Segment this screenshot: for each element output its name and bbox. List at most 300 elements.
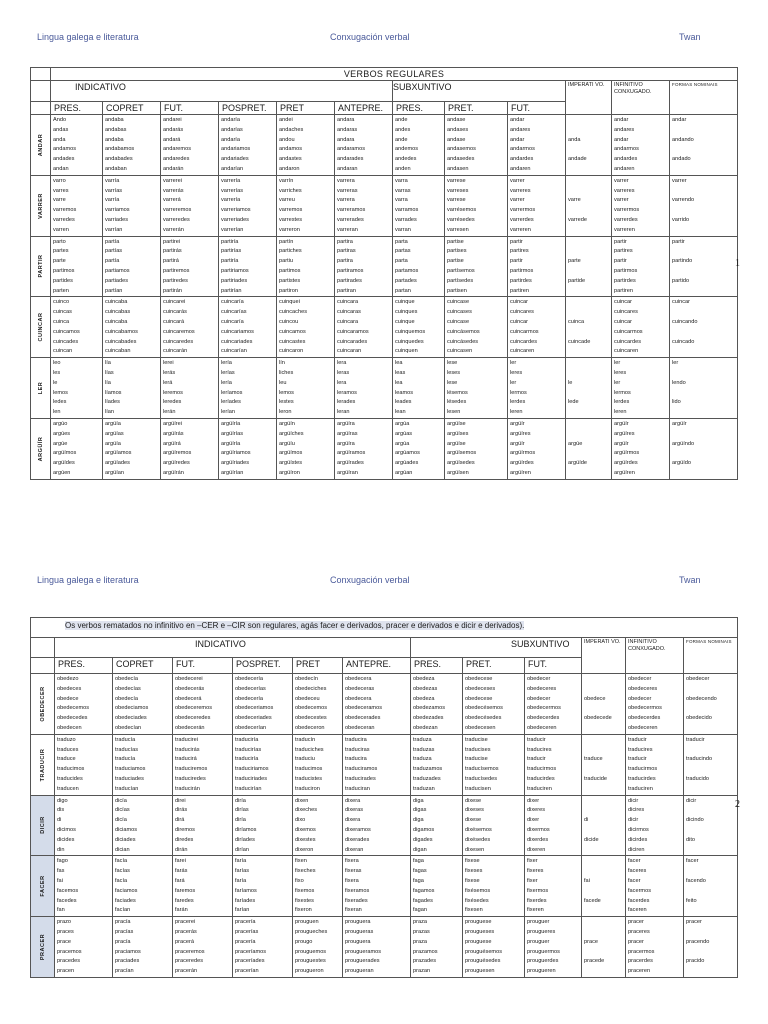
verb-form: prouguestes (295, 958, 326, 965)
verb-form: lería (221, 379, 232, 386)
verb-form: facedes (57, 897, 77, 904)
verb-form: argüírmos (510, 450, 536, 457)
verb-form: fixeron (295, 907, 312, 914)
verb-form: prougueron (295, 968, 324, 975)
verb-form (686, 765, 737, 775)
verb-form: argüírdes (614, 460, 638, 467)
verb-form: fai (57, 877, 63, 884)
verb-row (31, 115, 738, 176)
verb-form: varrer (614, 197, 629, 204)
verb-form: obedecesen (465, 724, 496, 731)
verb-form: varres (53, 187, 69, 194)
tense-heading: PRES. (55, 658, 113, 674)
verb-form: varrer (510, 197, 525, 204)
verb-form: faceren (628, 907, 647, 914)
forms-cell (233, 856, 293, 917)
verb-form: fixese (465, 877, 480, 884)
verb-form: obedecerías (235, 685, 266, 692)
verb-form: obedecer (527, 676, 551, 682)
forms-cell (393, 297, 445, 358)
tense-heading: FUT. (173, 658, 233, 674)
verb-form: argüír (614, 420, 629, 427)
verb-form: dicía (115, 797, 127, 804)
verb-form: pracen (57, 968, 75, 975)
verb-form: fixeses (465, 868, 483, 875)
verb-form: andaron (279, 165, 300, 172)
forms-cell (393, 358, 445, 419)
verb-form: traducirmos (628, 766, 658, 773)
verb-form: andaremos (163, 146, 191, 153)
tense-heading: POSPRET. (233, 658, 293, 674)
verb-form: andabamos (105, 146, 135, 153)
tense-heading: COPRET (113, 658, 173, 674)
verb-form: dixésemos (465, 826, 492, 833)
verb-form: varriamos (105, 207, 130, 214)
verb-form: partían (105, 287, 123, 294)
verb-form: faga (413, 877, 424, 884)
verb-form: varrerá (163, 197, 181, 204)
verb-form: andades (53, 156, 75, 163)
verb-form: pracerían (235, 968, 259, 975)
verb-form: cuincarmos (614, 328, 643, 335)
verb-form: leo (53, 360, 61, 367)
verb-form: argüíamos (105, 450, 132, 457)
verb-form: feito (686, 897, 697, 904)
verb-form (686, 724, 737, 734)
verb-form: fixermos (527, 887, 549, 894)
verb-form (568, 177, 611, 187)
verb-form: andardes (510, 156, 534, 163)
verb-form: lese (447, 379, 458, 386)
verb-form: andar (614, 117, 629, 123)
forms-cell (219, 175, 277, 236)
verb-form: varrerades (337, 216, 364, 223)
verb-form: partiron (279, 287, 298, 294)
verb-form: argüíra (337, 420, 355, 427)
header-author: Twan (679, 32, 701, 42)
verb-form: lerían (221, 409, 235, 416)
verb-form: Ando (53, 117, 67, 123)
verb-form: parten (53, 287, 69, 294)
verb-form: argüír (614, 440, 629, 447)
forms-cell (219, 236, 277, 297)
verb-form: fas (57, 868, 65, 875)
forms-cell (445, 297, 508, 358)
verb-form: pracerá (175, 938, 194, 945)
verb-form: diría (235, 797, 246, 804)
verb-form: traducirmos (527, 766, 557, 773)
verb-form (584, 928, 625, 938)
verb-form: prouguer (527, 919, 550, 926)
verb-form: andar (672, 117, 687, 123)
verb-form: pracedes (57, 958, 81, 965)
forms-cell (161, 236, 219, 297)
verb-form: digades (413, 836, 433, 843)
verb-form: andabades (105, 156, 133, 163)
tense-heading: FUT. (161, 102, 219, 115)
verb-form: cuincabamos (105, 328, 138, 335)
verb-form: traducindo (686, 756, 713, 763)
verb-form: partirades (337, 277, 362, 284)
forms-cell (161, 175, 219, 236)
verb-form: dixeches (295, 807, 318, 814)
verb-form: traduciría (235, 756, 259, 763)
verb-form: prouguera (345, 938, 371, 945)
verb-form: leredes (163, 399, 182, 406)
verb-form: traducimos (57, 766, 85, 773)
forms-cell (411, 674, 463, 735)
verb-label-cell (31, 175, 51, 236)
verb-form: andemos (395, 146, 419, 153)
verb-form: varreres (510, 187, 531, 194)
forms-cell (113, 795, 173, 856)
verb-form: varreran (337, 226, 358, 233)
verb-form: obedecerdes (527, 715, 560, 722)
verb-form: traduza (413, 736, 432, 743)
verb-form: cuincaba (105, 318, 128, 325)
verb-form: prouguerades (345, 958, 380, 965)
verb-form (672, 369, 737, 379)
verb-form: fixésemos (465, 887, 491, 894)
verb-form: lean (395, 409, 406, 416)
verb-form: dixeren (527, 846, 546, 853)
verb-form: cuincan (53, 348, 73, 355)
verb-form: varría (105, 177, 120, 184)
verb-form: argüías (105, 430, 124, 437)
forms-cell (343, 674, 411, 735)
verb-form (686, 746, 737, 756)
verb-form: faríamos (235, 887, 257, 894)
verb-form: traducira (345, 756, 367, 763)
verb-form: faría (235, 858, 247, 865)
verb-form: praza (413, 919, 427, 926)
verb-form (672, 449, 737, 459)
forms-cell (55, 856, 113, 917)
verb-form: dicir (686, 797, 697, 804)
verb-form: varredes (53, 216, 75, 223)
verb-form: fixo (295, 877, 304, 884)
verb-form: facía (115, 858, 128, 865)
verb-form: prazamos (413, 948, 438, 955)
verb-form: cuinquemos (395, 328, 426, 335)
verb-form: traducimos (295, 766, 323, 773)
verb-form: andaban (105, 165, 127, 172)
verb-form: traduce (584, 756, 603, 763)
verb-form: cuincaras (337, 309, 361, 316)
verb-form: di (584, 817, 589, 824)
verb-form: dicir (628, 817, 639, 824)
verb-form: pracendo (686, 938, 710, 945)
forms-cell (219, 115, 277, 176)
header-topic: Conxugación verbal (330, 575, 410, 585)
verb-form: dicide (584, 836, 599, 843)
verb-form: cuincar (614, 318, 633, 325)
verb-form: partiramos (337, 267, 364, 274)
verb-label-cell (31, 674, 55, 735)
verb-form: argüíde (568, 460, 587, 467)
verb-form: fixestes (295, 897, 314, 904)
verb-form: obedeceredes (175, 715, 211, 722)
verb-form: varremos (279, 207, 303, 214)
verb-form: andes (395, 126, 411, 133)
forms-cell (335, 297, 393, 358)
verb-form: cuincaron (279, 348, 304, 355)
verb-form: varremos (53, 207, 77, 214)
verb-form: argüísen (447, 469, 469, 476)
verb-form: partirdes (614, 277, 636, 284)
forms-cell (612, 358, 670, 419)
verb-form: fan (57, 907, 65, 914)
verb-form: anda (53, 136, 66, 143)
verb-form: traduzades (413, 775, 441, 782)
verb-form: partires (614, 248, 633, 255)
verb-form: farían (235, 907, 250, 914)
verb-form: varrésedes (447, 216, 475, 223)
verb-form: partisen (447, 287, 467, 294)
forms-cell (173, 734, 233, 795)
verb-form: facendo (686, 877, 706, 884)
verb-form: argüíría (221, 420, 241, 427)
forms-cell (335, 115, 393, 176)
verb-form: cuincaban (105, 348, 131, 355)
verb-form: varrera (337, 177, 355, 184)
verb-form: andase (447, 117, 466, 123)
verb-form (568, 430, 611, 440)
verb-form (686, 867, 737, 877)
verb-form: obedecedes (57, 715, 88, 722)
forms-cell (103, 418, 161, 479)
verb-form: argüíriades (221, 460, 249, 467)
verb-form: obedecésedes (465, 715, 502, 722)
verb-form: cuincaba (105, 299, 128, 306)
verb-form (568, 369, 611, 379)
verb-form: varriades (105, 216, 129, 223)
verb-form: obedeceran (345, 724, 375, 731)
tense-heading: PRET (293, 658, 343, 674)
verb-form: traduciriamos (235, 766, 269, 773)
verb-form: partiras (337, 248, 356, 255)
verb-form: obedezamos (413, 705, 446, 712)
verb-form: argüín (279, 420, 295, 427)
verb-form (672, 308, 737, 318)
verb-form: varrerás (163, 187, 184, 194)
page2-header (0, 575, 768, 595)
verb-form: dixen (295, 797, 309, 804)
verb-form: liches (279, 369, 294, 376)
verb-form: obedecido (686, 715, 712, 722)
forms-cell (670, 297, 738, 358)
verb-form (568, 267, 611, 277)
verb-form: lésedes (447, 399, 467, 406)
verb-form: facemos (57, 887, 79, 894)
verb-form: lea (395, 379, 403, 386)
verb-form: varreu (279, 197, 295, 204)
verb-form: pracido (686, 958, 705, 965)
verb-form: cuincares (614, 309, 638, 316)
verb-form: pracería (235, 919, 256, 926)
verb-form: diciamos (115, 826, 138, 833)
verb-form: pracías (115, 928, 134, 935)
verb-form: fixemos (295, 887, 315, 894)
forms-cell (670, 115, 738, 176)
forms-cell (103, 115, 161, 176)
verb-form (672, 469, 737, 479)
verb-form: obedecerás (175, 685, 205, 692)
verb-form: le (53, 379, 58, 386)
verb-form (568, 359, 611, 369)
verb-form: leses (447, 369, 461, 376)
verb-form: dicirmos (628, 826, 649, 833)
verb-form: prougueres (527, 928, 556, 935)
verb-form (686, 806, 737, 816)
forms-cell (161, 115, 219, 176)
verb-form: argüíriamos (221, 450, 251, 457)
verb-form: facer (628, 858, 641, 865)
verb-form: traduzo (57, 736, 76, 743)
verb-form: prougueses (465, 928, 495, 935)
verb-form: traduciron (295, 785, 320, 792)
verb-form: dixeres (527, 807, 546, 814)
verb-label-cell (31, 917, 55, 978)
verb-form: traducirían (235, 785, 262, 792)
verb-form: obedecerían (235, 724, 267, 731)
verb-form (686, 967, 737, 977)
verb-form: dixerades (345, 836, 370, 843)
verb-form: pracer (628, 938, 644, 945)
verb-form: farías (235, 868, 249, 875)
verb-form (568, 165, 611, 175)
verb-form (584, 867, 625, 877)
forms-cell (525, 917, 582, 978)
verb-form: traducías (115, 746, 139, 753)
verb-form: varra (395, 197, 408, 204)
verb-form: cuincarían (221, 348, 247, 355)
verb-form: facerdes (628, 897, 650, 904)
verb-form: andarei (163, 117, 182, 123)
verb-form: lerán (163, 409, 176, 416)
verb-form: direi (175, 797, 186, 804)
verb-form: traducires (527, 746, 552, 753)
verb-form: varre (568, 197, 581, 204)
verb-label: LER (37, 381, 44, 395)
verb-form: partiremos (163, 267, 190, 274)
verb-form: cuinca (568, 318, 585, 325)
verb-label-cell (31, 418, 51, 479)
verb-form: lerá (163, 379, 173, 386)
verb-form: argüía (105, 420, 121, 427)
verb-form: argüíredes (163, 460, 190, 467)
verb-form: fixera (345, 858, 359, 865)
verb-form: obedeceren (527, 724, 557, 731)
verb-form: partiu (279, 258, 293, 265)
verb-form: partiren (614, 287, 633, 294)
verb-form (672, 206, 737, 216)
forms-cell (51, 236, 103, 297)
verb-form: le (568, 379, 573, 386)
verb-form: parte (568, 258, 581, 265)
verb-form: obedecemos (295, 705, 328, 712)
verb-form (672, 226, 737, 236)
verb-form: facede (584, 897, 601, 904)
verb-form: obedecín (295, 676, 319, 682)
verb-form: varrería (221, 197, 241, 204)
verb-form: cuinquedes (395, 338, 424, 345)
verb-form: cuincara (337, 318, 359, 325)
verb-form: prougueras (345, 928, 374, 935)
verb-form: dirá (175, 817, 185, 824)
verb-form: andases (447, 126, 469, 133)
verb-form: partín (279, 238, 294, 245)
verb-form: lín (279, 360, 285, 367)
verb-form: traducires (628, 746, 653, 753)
header-topic: Conxugación verbal (330, 32, 410, 42)
forms-cell (219, 297, 277, 358)
verb-form: traduciría (235, 736, 259, 743)
forms-cell (463, 856, 525, 917)
forms-cell (51, 115, 103, 176)
forms-cell (582, 734, 626, 795)
verb-form (568, 420, 611, 430)
verb-form: lían (105, 409, 115, 416)
verb-form: digamos (413, 826, 435, 833)
verb-row (31, 856, 738, 917)
verb-form: varrín (279, 177, 294, 184)
verb-form: varrer (614, 177, 629, 184)
tense-heading: PRET (277, 102, 335, 115)
forms-cell (161, 297, 219, 358)
header-author: Twan (679, 575, 701, 585)
forms-cell (103, 297, 161, 358)
verb-form: andase (447, 136, 466, 143)
forms-cell (626, 674, 684, 735)
verb-label-cell (31, 734, 55, 795)
verb-form: obedeceremos (175, 705, 213, 712)
verb-form: dixese (465, 817, 482, 824)
forms-cell (612, 418, 670, 479)
verb-form: praceres (628, 928, 650, 935)
forms-cell (173, 674, 233, 735)
forms-cell (277, 358, 335, 419)
verb-form: obedeciades (115, 715, 147, 722)
verb-form: dirás (175, 807, 188, 814)
verb-form: varrendo (672, 197, 695, 204)
verb-form: partistes (279, 277, 301, 284)
verb-form: traducísemos (465, 766, 499, 773)
verb-form: argüíches (279, 430, 304, 437)
verb-form: andarías (221, 126, 243, 133)
verb-form: fixerdes (527, 897, 547, 904)
verb-form: fixer (527, 877, 538, 884)
verb-form: prouguen (295, 919, 319, 926)
verb-form: argüírmos (614, 450, 640, 457)
verb-form: praza (413, 938, 427, 945)
irregular-cer-cir-table (30, 617, 738, 978)
verb-form: traduciremos (175, 766, 208, 773)
verb-form: partires (510, 248, 529, 255)
verb-form (568, 145, 611, 155)
verb-form: cuinca (53, 318, 70, 325)
verb-form: cuinco (53, 299, 70, 306)
verb-form: argüídes (53, 460, 75, 467)
verb-form: obedecía (115, 676, 139, 682)
verb-form: traduce (57, 756, 76, 763)
verb-form: traducirei (175, 736, 199, 743)
verb-form: farás (175, 868, 188, 875)
verb-form: andares (614, 126, 635, 133)
verb-form: varrerdes (614, 216, 638, 223)
verb-form: leamos (395, 389, 414, 396)
verb-form: pracerei (175, 919, 196, 926)
